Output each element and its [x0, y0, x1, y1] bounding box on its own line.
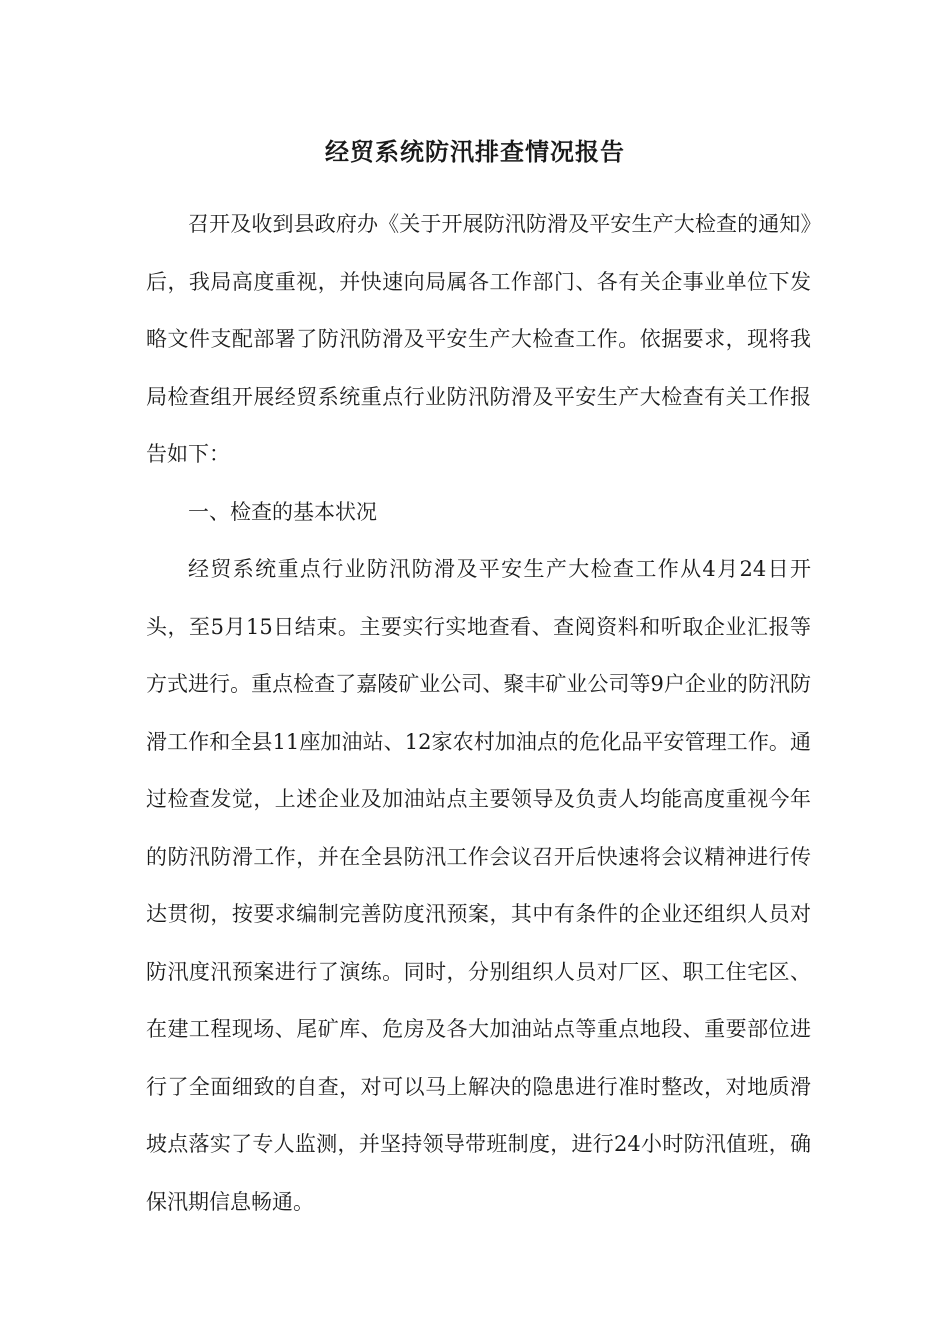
- document-body: [146, 196, 811, 1231]
- body-paragraph: 经贸系统重点行业防汛防滑及平安生产大检查工作从4月24日开头，至5月15日结束。主要实行实地查看、查阅资料和听取企业汇报等方式进行。重点检查了嘉陵矿业公司、聚丰矿业公司等9户企业的防汛防滑工作和全县11座加油站、12家农村加油点的危化品平安管理工作。通过检查发觉，上述企业及加油站点主要领导及负责人均能高度重视今年的防汛防滑工作，并在全县防汛工作会议召开后快速将会议精神进行传达贯彻，按要求编制完善防度汛预案，其中有条件的企业还组织人员对防汛度汛预案进行了演练。同时，分别组织人员对厂区、职工住宅区、在建工程现场、尾矿库、危房及各大加油站点等重点地段、重要部位进行了全面细致的自查，对可以马上解决的隐患进行准时整改，对地质滑坡点落实了专人监测，并坚持领导带班制度，进行24小时防汛值班，确保汛期信息畅通。: [146, 557, 811, 1214]
- intro-paragraph: 召开及收到县政府办《关于开展防汛防滑及平安生产大检查的通知》后，我局高度重视，并快速向局属各工作部门、各有关企事业单位下发略文件支配部署了防汛防滑及平安生产大检查工作。依据要求，现将我局检查组开展经贸系统重点行业防汛防滑及平安生产大检查有关工作报告如下：: [146, 212, 811, 466]
- document-title: 经贸系统防汛排查情况报告: [325, 137, 625, 166]
- section-heading: 一、检查的基本状况: [188, 499, 377, 524]
